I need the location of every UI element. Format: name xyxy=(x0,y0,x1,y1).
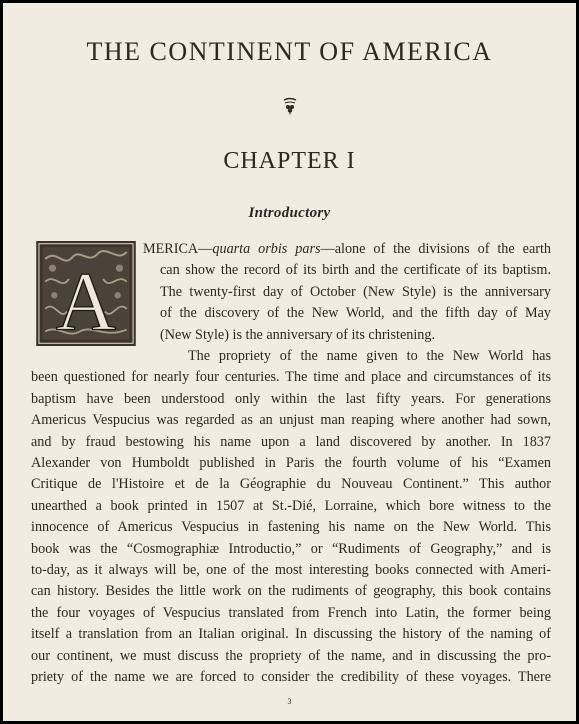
text-line: the four voyages of Vespucius translated from French into Latin, the former being xyxy=(31,605,551,621)
text-line: The propriety of the name given to the New World has xyxy=(188,348,551,364)
text-line: The twenty-first day of October (New Style) is the anniversary xyxy=(160,284,551,300)
text-line: Critique de l'Histoire et de la Géographie du Nouveau Continent.” This author xyxy=(31,476,551,492)
page-number: 3 xyxy=(287,697,292,706)
running-title: THE CONTINENT OF AMERICA xyxy=(86,37,493,66)
chapter-heading: CHAPTER I xyxy=(223,148,356,174)
text-line: book was the “Cosmographiæ Introductio,” or “Rudiments of Geography,” and is xyxy=(31,541,551,557)
text-line: can show the record of its birth and the certificate of its baptism. xyxy=(160,262,551,278)
text-line: our continent, we must discuss the propriety of the name, and in discussing the pro- xyxy=(31,648,551,664)
illuminated-drop-cap xyxy=(31,241,141,346)
text-line-1 xyxy=(143,239,551,260)
ornament-icon xyxy=(282,97,298,115)
text-line: priety of the name we are forced to consider the credibility of these voyages. There xyxy=(31,669,551,685)
text-line: unearthed a book printed in 1507 at St.-Dié, Lorraine, which bore witness to the xyxy=(31,498,551,514)
text-line: baptism have been understood only within the last fifty years. For generations xyxy=(31,391,551,407)
text-line: of the discovery of the New World, and the fifth day of May xyxy=(160,305,551,321)
text-line: and by fraud bestowing his name upon a land discovered by another. In 1837 xyxy=(31,434,551,450)
text-line: Americus Vespucius was regarded as an unjust man reaping where another had sown, xyxy=(31,412,551,428)
chapter-subtitle: Introductory xyxy=(248,205,331,221)
line-1-tail: —alone of the divisions of the earth xyxy=(320,241,551,257)
line-1-lead: MERICA— xyxy=(143,241,213,257)
text-line: innocence of Americus Vespucius in fastening his name on the New World. This xyxy=(31,519,551,535)
line-1-italic: quarta orbis pars xyxy=(212,241,321,257)
text-line: itself a translation from an Italian original. In discussing the history of the naming of xyxy=(31,626,551,642)
drop-cap-letter: A xyxy=(55,256,117,346)
text-line: can history. Besides the little work on the rudiments of geography, this book contains xyxy=(31,583,551,599)
book-page xyxy=(3,3,576,721)
text-line: been questioned for nearly four centuries. The time and place and circumstances of its xyxy=(31,369,551,385)
text-line: Alexander von Humboldt published in Paris the fourth volume of his “Examen xyxy=(31,455,551,471)
text-line: (New Style) is the anniversary of its christening. xyxy=(160,327,436,343)
text-line: to-day, as it always will be, one of the most interesting books connected with Ameri- xyxy=(31,562,551,578)
